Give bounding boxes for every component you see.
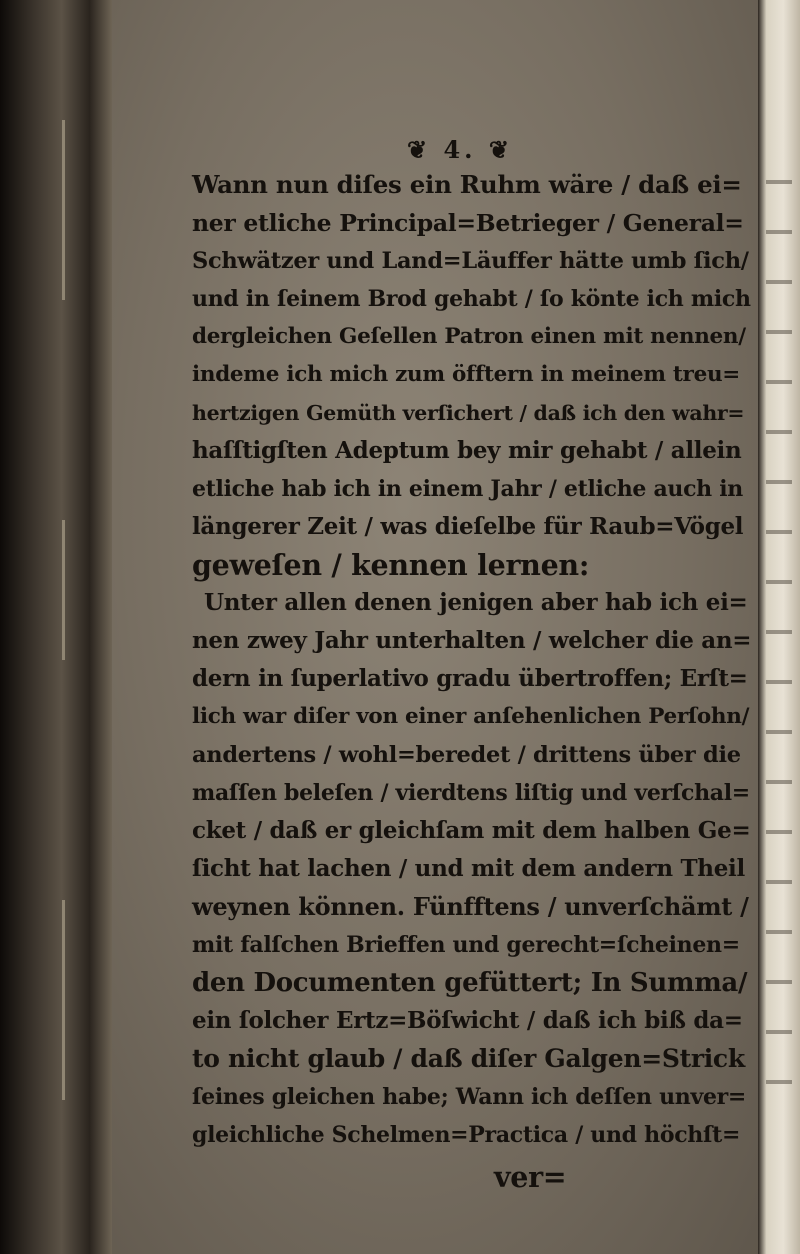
text-line: und in ſeinem Brod gehabt / ſo könte ich mich [192,286,751,312]
text-line: längerer Zeit / was dieſelbe für Raub=Vögel [192,513,744,540]
binding-thread [62,120,65,300]
text-line: Schwätzer und Land=Läuffer hätte umb ſich/ [192,248,749,274]
text-line: dern in ſuperlativo gradu übertroffen; Erſt= [192,665,748,692]
text-line: Unter allen denen jenigen aber hab ich ei= [204,589,748,616]
text-line: etliche hab ich in einem Jahr / etliche auch in [192,476,743,502]
text-line: dergleichen Geſellen Patron einen mit nennen/ [192,324,746,349]
text-line: Wann nun diſes ein Ruhm wäre / daß ei= [192,170,742,199]
binding-thread [62,900,65,1100]
text-line: nen zwey Jahr unterhalten / welcher die an= [192,627,752,654]
text-line: andertens / wohl=beredet / drittens über die [192,742,741,768]
text-line: mit falſchen Brieffen und gerecht=ſcheinen= [192,932,740,958]
text-line: lich war diſer von einer anſehenlichen Perſohn/ [192,704,750,729]
text-line: ſicht hat lachen / und mit dem andern Theil [192,855,745,882]
text-line: maſſen beleſen / vierdtens liſtig und verſchal= [192,780,750,806]
binding-thread [62,520,65,660]
text-line: cket / daß er gleichſam mit dem halben Ge= [192,817,751,844]
text-line: haſſtigſten Adeptum bey mir gehabt / allein [192,437,742,464]
text-line: den Documenten gefüttert; In Summa/ [192,968,748,998]
catchword: ver= [494,1160,567,1194]
text-line: hertzigen Gemüth verſichert / daß ich den wahr= [192,401,745,425]
text-line: geweſen / kennen lernen: [192,548,590,582]
binding-gutter [0,0,112,1254]
text-line: to nicht glaub / daß diſer Galgen=Strick [192,1044,745,1073]
text-line: indeme ich mich zum öfftern in meinem treu= [192,362,741,387]
page-number: ❦ 4. ❦ [407,135,513,164]
text-line: ein ſolcher Ertz=Böſwicht / daß ich biß da= [192,1007,743,1034]
text-line: gleichliche Schelmen=Practica / und höchſt= [192,1122,741,1148]
next-page-edge [758,0,800,1254]
text-line: ner etliche Principal=Betrieger / General= [192,209,744,237]
text-line: weynen können. Fünfftens / unverſchämt / [192,892,749,921]
text-line: ſeines gleichen habe; Wann ich deſſen unver= [192,1084,747,1110]
